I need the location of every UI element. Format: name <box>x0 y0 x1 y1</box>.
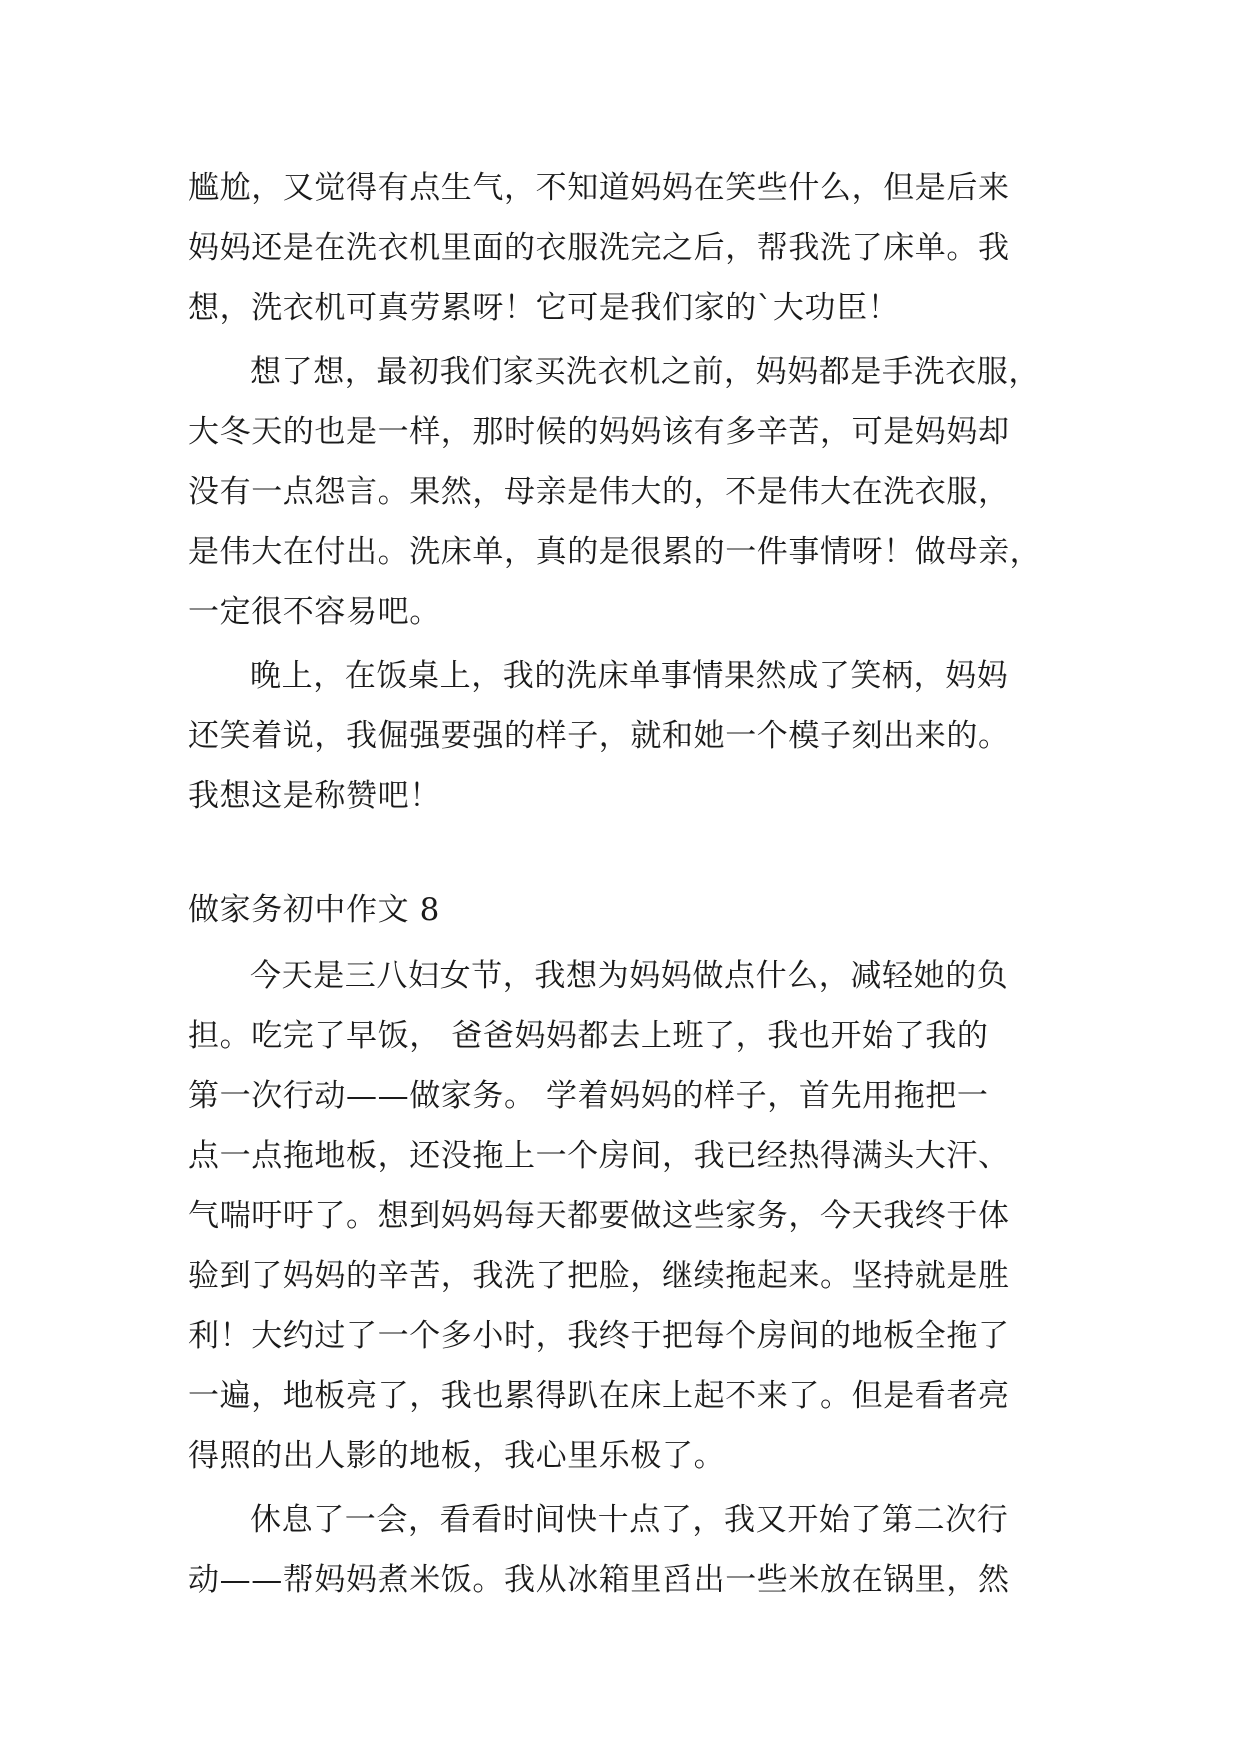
paragraph-line: 尴尬，又觉得有点生气，不知道妈妈在笑些什么，但是后来 <box>188 170 1010 206</box>
paragraph-line: 利！大约过了一个多小时，我终于把每个房间的地板全拖了 <box>188 1318 1010 1354</box>
paragraph-line: 大冬天的也是一样，那时候的妈妈该有多辛苦，可是妈妈却 <box>188 414 1010 450</box>
paragraph-line: 气喘吁吁了。想到妈妈每天都要做这些家务，今天我终于体 <box>188 1198 1010 1234</box>
paragraph-line: 动——帮妈妈煮米饭。我从冰箱里舀出一些米放在锅里，然 <box>188 1562 1010 1598</box>
paragraph-line: 一遍，地板亮了，我也累得趴在床上起不来了。但是看者亮 <box>188 1378 1010 1414</box>
paragraph-line: 验到了妈妈的辛苦，我洗了把脸，继续拖起来。坚持就是胜 <box>188 1258 1010 1294</box>
paragraph-line: 休息了一会，看看时间快十点了，我又开始了第二次行 <box>250 1502 1009 1538</box>
paragraph-line: 晚上，在饭桌上，我的洗床单事情果然成了笑柄，妈妈 <box>250 658 1009 694</box>
paragraph-line: 得照的出人影的地板，我心里乐极了。 <box>188 1438 726 1474</box>
paragraph-line: 是伟大在付出。洗床单，真的是很累的一件事情呀！做母亲， <box>188 534 1042 570</box>
paragraph-line: 我想这是称赞吧！ <box>188 778 441 814</box>
paragraph-line: 没有一点怨言。果然，母亲是伟大的，不是伟大在洗衣服， <box>188 474 1010 510</box>
paragraph-line: 点一点拖地板，还没拖上一个房间，我已经热得满头大汗、 <box>188 1138 1010 1174</box>
paragraph-line: 妈妈还是在洗衣机里面的衣服洗完之后，帮我洗了床单。我 <box>188 230 1010 266</box>
section-heading: 做家务初中作文 8 <box>188 892 440 928</box>
paragraph-line: 今天是三八妇女节，我想为妈妈做点什么，减轻她的负 <box>250 958 1009 994</box>
paragraph-line: 想了想，最初我们家买洗衣机之前，妈妈都是手洗衣服， <box>250 354 1040 390</box>
paragraph-line: 一定很不容易吧。 <box>188 594 441 630</box>
paragraph-line: 担。吃完了早饭， 爸爸妈妈都去上班了，我也开始了我的 <box>188 1018 989 1054</box>
paragraph-line: 想，洗衣机可真劳累呀！它可是我们家的`大功臣！ <box>188 290 900 326</box>
paragraph-line: 第一次行动——做家务。 学着妈妈的样子，首先用拖把一 <box>188 1078 989 1114</box>
paragraph-line: 还笑着说，我倔强要强的样子，就和她一个模子刻出来的。 <box>188 718 1010 754</box>
